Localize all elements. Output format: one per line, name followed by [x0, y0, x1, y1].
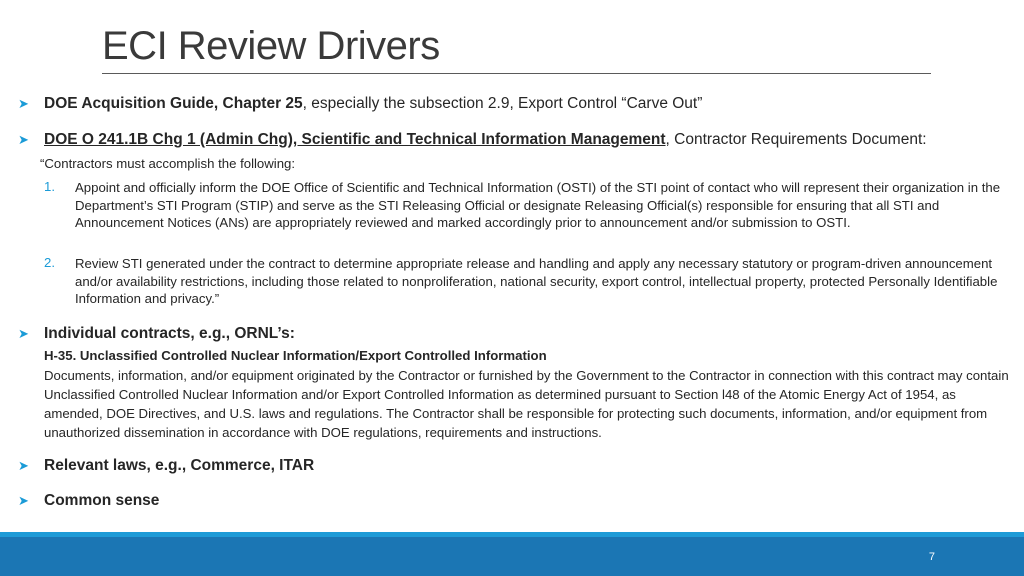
bullet-text: , especially the subsection 2.9, Export Control “Carve Out”	[302, 95, 703, 112]
bullet-relevant-laws	[18, 456, 314, 476]
clause-heading: H-35. Unclassified Controlled Nuclear Information/Export Controlled Information	[44, 348, 547, 363]
title-divider	[102, 73, 931, 74]
bullet-acquisition-guide	[18, 94, 702, 114]
list-item-text: Review STI generated under the contract to determine appropriate release and handling and apply any necessary statutory or program-driven announcement and/or availability restrictions, including those related to nonproliferation, national security, export control, intellectual property, protected Personally Identifiable Information and privacy.”	[75, 256, 998, 306]
list-number: 1.	[44, 179, 55, 194]
arrow-bullet-icon: ➤	[18, 493, 29, 508]
bullet-individual-contracts	[18, 324, 295, 344]
arrow-bullet-icon: ➤	[18, 132, 29, 147]
slide-title: ECI Review Drivers	[102, 24, 440, 68]
arrow-bullet-icon: ➤	[18, 326, 29, 341]
doe-order-link[interactable]: DOE O 241.1B Chg 1 (Admin Chg), Scientific and Technical Information Management	[44, 131, 666, 148]
arrow-bullet-icon: ➤	[18, 96, 29, 111]
quote-intro: “Contractors must accomplish the following:	[40, 156, 296, 171]
list-item-text: Appoint and officially inform the DOE Office of Scientific and Technical Information (OSTI) of the STI point of contact who will represent their organization in the Department’s STI Program (STIP) and serve as the STI Releasing Official or designate Releasing Official(s) responsible for ensuring that all STI and Announcement Notices (ANs) are appropriately reviewed and marked accordingly prior to announcement and/or submission to OSTI.	[75, 180, 1001, 230]
arrow-bullet-icon: ➤	[18, 458, 29, 473]
bullet-common-sense	[18, 491, 159, 511]
clause-paragraph: Documents, information, and/or equipment originated by the Contractor or furnished by the Government to the Contractor in connection with this contract may contain Unclassified Controlled Nuclear Information and/or Export Controlled Information as determined pursuant to Section l48 of the Atomic Energy Act of 1954, as amended, DOE Directives, and U.S. laws and regulations. The Contractor shall be responsible for protecting such documents, information, and/or equipment from unauthorized dissemination in accordance with DOE regulations, requirements and instructions.	[44, 368, 1009, 440]
bullet-bold-text: Common sense	[44, 492, 160, 509]
bullet-bold-text: Individual contracts, e.g., ORNL’s:	[44, 325, 295, 342]
bullet-bold-text: DOE Acquisition Guide, Chapter 25	[44, 95, 303, 112]
bullet-text: , Contractor Requirements Document:	[665, 131, 927, 148]
page-number: 7	[928, 551, 935, 563]
list-number: 2.	[44, 255, 55, 270]
bullet-doe-order	[18, 130, 927, 150]
bullet-bold-text: Relevant laws, e.g., Commerce, ITAR	[44, 457, 315, 474]
footer-bar	[0, 537, 1024, 576]
